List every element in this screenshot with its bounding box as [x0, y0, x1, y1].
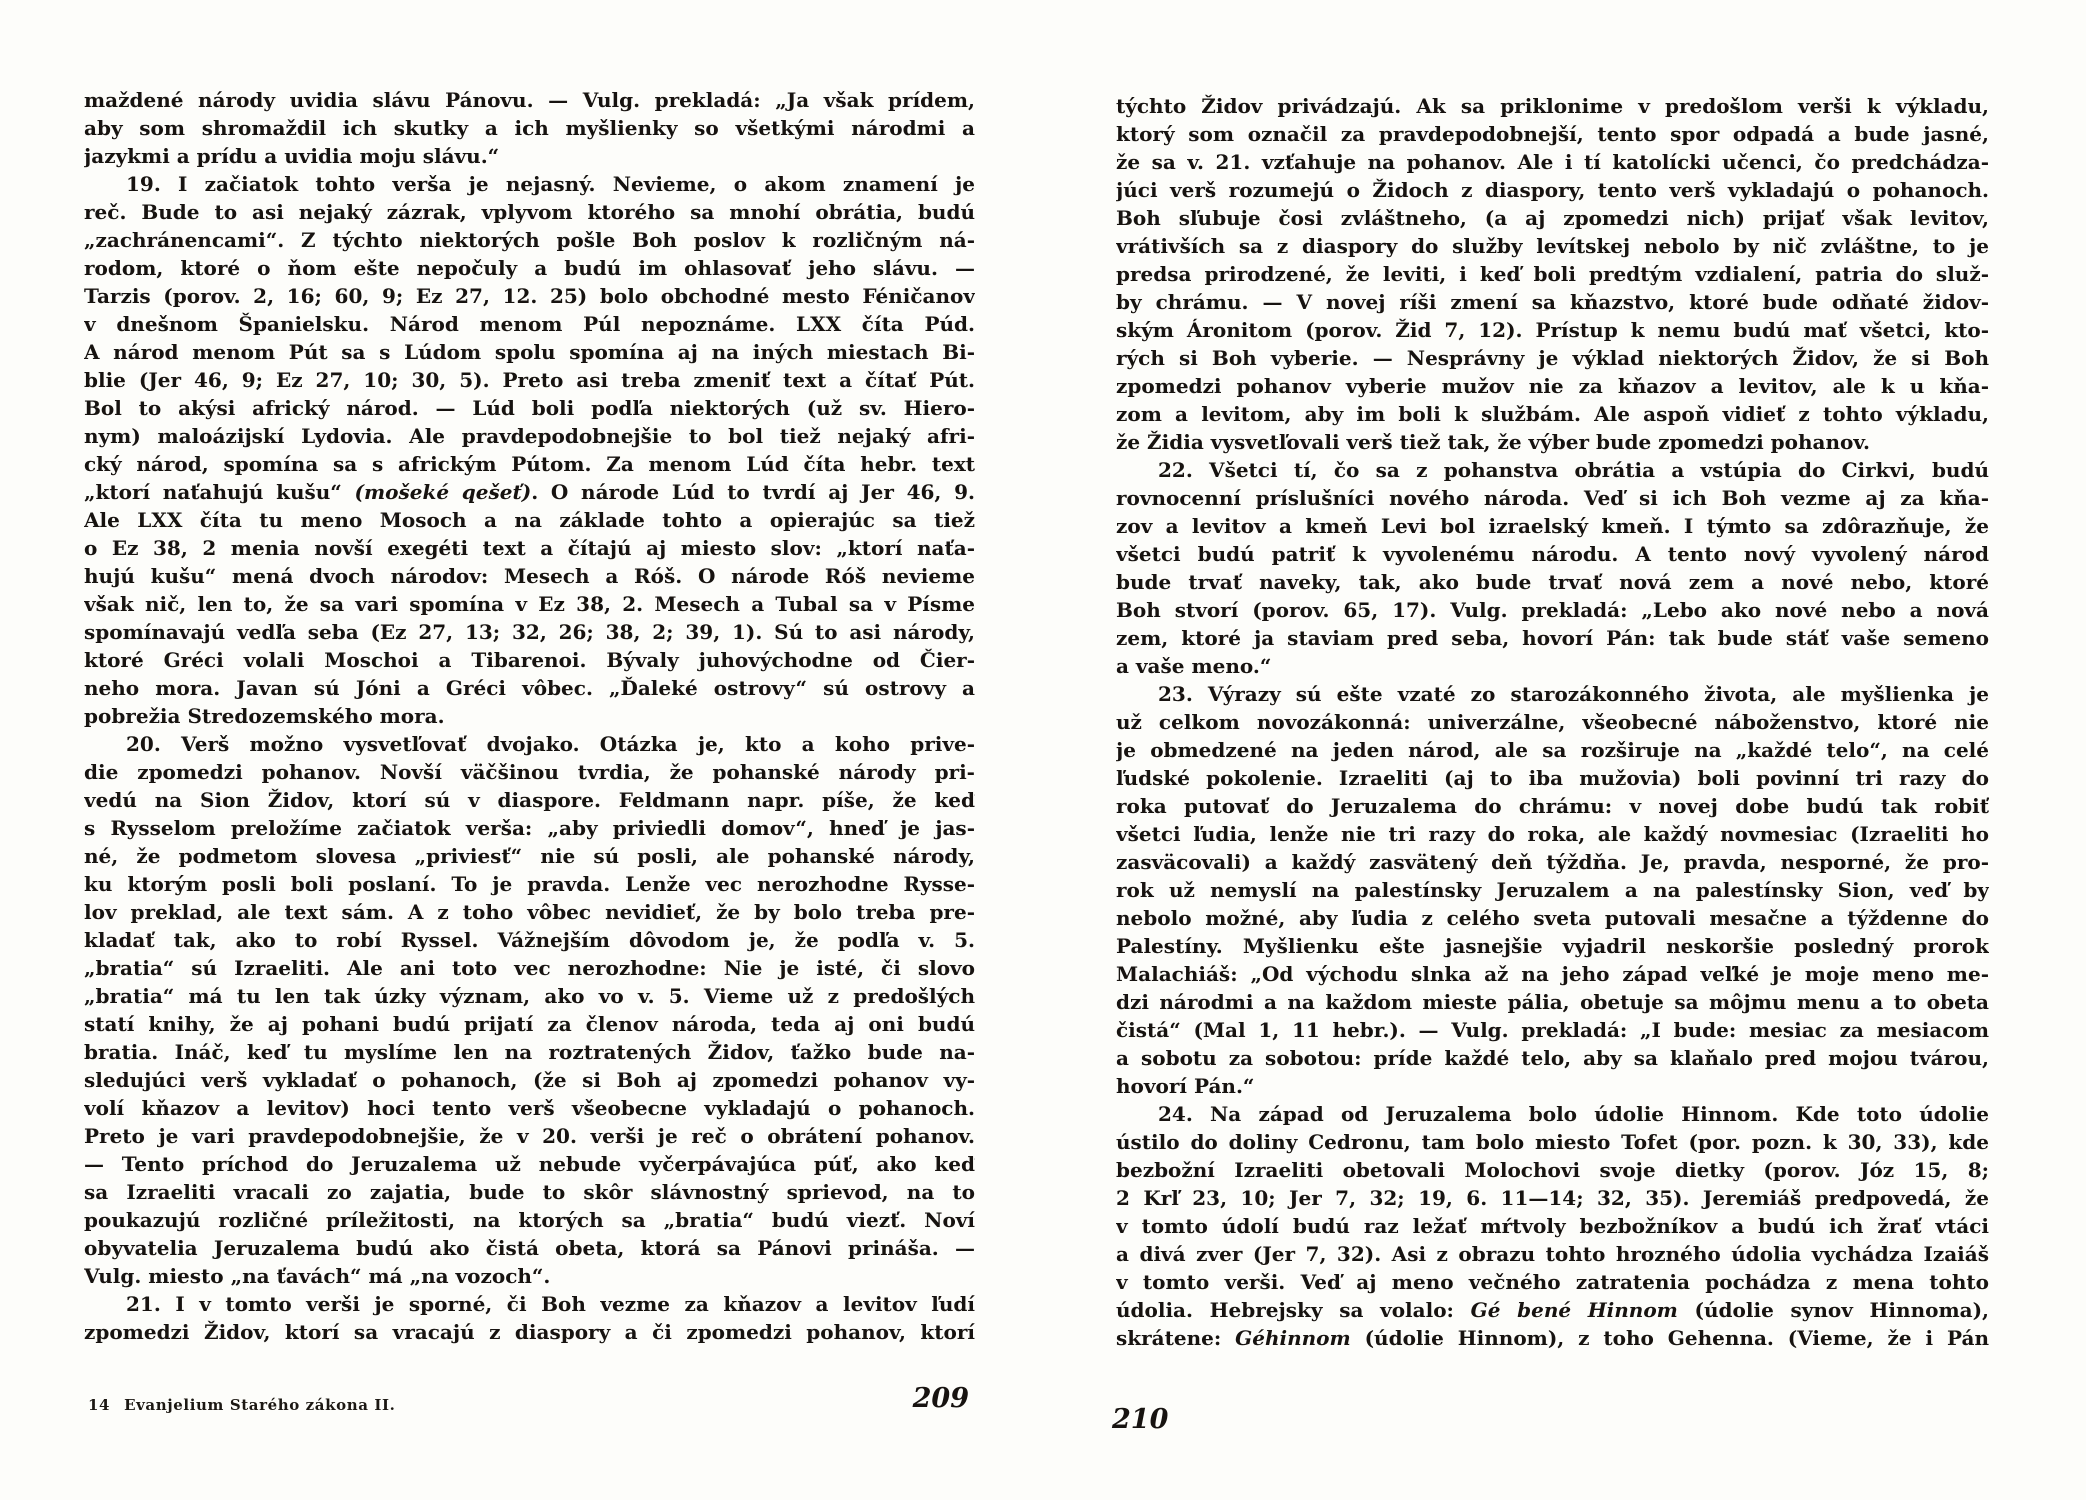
text-line: Bol to akýsi africký národ. — Lúd boli podľa niektorých (už sv. Hiero- — [84, 396, 975, 420]
text-line: ľudské pokolenie. Izraeliti (aj to iba mužovia) boli povinní tri razy do — [1116, 766, 1989, 790]
text-line: Ale LXX číta tu meno Mosoch a na základe tohto a opierajúc sa tiež — [84, 508, 975, 532]
text-line: maždené národy uvidia slávu Pánovu. — Vulg. prekladá: „Ja však prídem, — [84, 88, 975, 112]
text-line: všetci budú patriť k vyvolenému národu. A tento nový vyvolený národ — [1116, 542, 1989, 566]
text-line: však nič, len to, že sa vari spomína v Ez 38, 2. Mesech a Tubal sa v Písme — [84, 592, 975, 616]
text-line: bezbožní Izraeliti obetovali Molochovi svoje dietky (porov. Józ 15, 8; — [1116, 1158, 1989, 1182]
text-line: v dnešnom Španielsku. Národ menom Púl nepoznáme. LXX číta Púd. — [84, 312, 975, 336]
text-line: Tarzis (porov. 2, 16; 60, 9; Ez 27, 12. 25) bolo obchodné mesto Féničanov — [84, 284, 975, 308]
text-line: rých si Boh vyberie. — Nesprávny je výklad niektorých Židov, že si Boh — [1116, 346, 1989, 370]
text-line: zpomedzi Židov, ktorí sa vracajú z diaspory a či zpomedzi pohanov, ktorí — [84, 1320, 975, 1344]
text-line: 21. I v tomto verši je sporné, či Boh vezme za kňazov a levitov ľudí — [126, 1292, 975, 1316]
text-line: sa Izraeliti vracali zo zajatia, bude to skôr slávnostný sprievod, na to — [84, 1180, 975, 1204]
text-line: že sa v. 21. vzťahuje na pohanov. Ale i tí katolícki učenci, čo predchádza- — [1116, 150, 1989, 174]
text-line: a divá zver (Jer 7, 32). Asi z obrazu tohto hrozného údolia vychádza Izaiáš — [1116, 1242, 1989, 1266]
page-number-right: 210 — [1112, 1404, 1169, 1435]
text-line: s Rysselom preložíme začiatok verša: „aby priviedli domov“, hneď je jas- — [84, 816, 975, 840]
text-line: „bratia“ má tu len tak úzky význam, ako vo v. 5. Vieme už z predošlých — [84, 984, 975, 1008]
text-line: pobrežia Stredozemského mora. — [84, 704, 445, 728]
text-line: zasväcovali) a každý zasvätený deň týždňa. Je, pravda, nesporné, že pro- — [1116, 850, 1989, 874]
text-line: 19. I začiatok tohto verša je nejasný. Nevieme, o akom znamení je — [126, 172, 975, 196]
text-line: že Židia vysvetľovali verš tiež tak, že výber bude zpomedzi pohanov. — [1116, 430, 1870, 454]
text-line: 2 Krľ 23, 10; Jer 7, 32; 19, 6. 11—14; 32, 35). Jeremiáš predpovedá, že — [1116, 1186, 1989, 1210]
text-line: zem, ktoré ja staviam pred seba, hovorí Pán: tak bude stáť vaše semeno — [1116, 626, 1989, 650]
text-line: roka putovať do Jeruzalema do chrámu: v novej dobe budú tak robiť — [1116, 794, 1989, 818]
text-line: — Tento príchod do Jeruzalema už nebude vyčerpávajúca púť, ako keď — [84, 1152, 975, 1176]
text-line: jazykmi a prídu a uvidia moju slávu.“ — [84, 144, 500, 168]
text-line: kladať tak, ako to robí Ryssel. Vážnejším dôvodom je, že podľa v. 5. — [84, 928, 975, 952]
text-line: ústilo do doliny Cedronu, tam bolo miesto Tofet (por. pozn. k 30, 33), kde — [1116, 1130, 1989, 1154]
text-line: a sobotu za sobotou: príde každé telo, aby sa klaňalo pred mojou tvárou, — [1116, 1046, 1989, 1070]
text-line: spomínavajú vedľa seba (Ez 27, 13; 32, 26; 38, 2; 39, 1). Sú to asi národy, — [84, 620, 975, 644]
left-page-text — [84, 86, 975, 1346]
text-line: bude trvať naveky, tak, ako bude trvať nová zem a nové nebo, ktoré — [1116, 570, 1989, 594]
text-line: všetci ľudia, lenže nie tri razy do roka, ale každý novmesiac (Izraeliti ho — [1116, 822, 1989, 846]
text-line: obyvatelia Jeruzalema budú ako čistá obeta, ktorá sa Pánovi prináša. — — [84, 1236, 975, 1260]
text-line: nebolo možné, aby ľudia z celého sveta putovali mesačne a týždenne do — [1116, 906, 1989, 930]
text-line: ským Áronitom (porov. Žid 7, 12). Prístup k nemu budú mať všetci, kto- — [1116, 318, 1989, 342]
text-line: dzi národmi a na každom mieste pália, obetuje sa môjmu menu a to obeta — [1116, 990, 1989, 1014]
text-line: Malachiáš: „Od východu slnka až na jeho západ veľké je moje meno me- — [1116, 962, 1989, 986]
text-line: die zpomedzi pohanov. Novší väčšinou tvrdia, že pohanské národy pri- — [84, 760, 975, 784]
text-line: Boh stvorí (porov. 65, 17). Vulg. prekladá: „Lebo ako nové nebo a nová — [1116, 598, 1989, 622]
text-line: né, že podmetom slovesa „priviesť“ nie sú posli, ale pohanské národy, — [84, 844, 975, 868]
text-line: A národ menom Pút sa s Lúdom spolu spomína aj na iných miestach Bi- — [84, 340, 975, 364]
text-line: a vaše meno.“ — [1116, 654, 1272, 678]
text-line: vrátivších sa z diaspory do služby levítskej nebolo by nič zvláštne, to je — [1116, 234, 1989, 258]
text-line: v tomto verši. Veď aj meno večného zatratenia pochádza z mena tohto — [1116, 1270, 1989, 1294]
text-line: statí knihy, že aj pohani budú prijatí za členov národa, teda aj oni budú — [84, 1012, 975, 1036]
text-line: neho mora. Javan sú Jóni a Gréci vôbec. „Ďaleké ostrovy“ sú ostrovy a — [84, 676, 975, 700]
text-line: o Ez 38, 2 menia novší exegéti text a čítajú aj miesto slov: „ktorí naťa- — [84, 536, 975, 560]
text-line: rodom, ktoré o ňom ešte nepočuly a budú im ohlasovať jeho slávu. — — [84, 256, 975, 280]
text-line: skrátene: Géhinnom (údolie Hinnom), z toho Gehenna. (Vieme, že i Pán — [1116, 1326, 1989, 1350]
text-line: Palestíny. Myšlienku ešte jasnejšie vyjadril neskoršie posledný prorok — [1116, 934, 1989, 958]
page-number-left: 209 — [912, 1383, 969, 1414]
series-title: Evanjelium Starého zákona II. — [124, 1396, 396, 1414]
text-line: hovorí Pán.“ — [1116, 1074, 1255, 1098]
text-line: zom a levitom, aby im boli k službám. Ale aspoň vidieť z tohto výkladu, — [1116, 402, 1989, 426]
text-line: je obmedzené na jeden národ, ale sa rozširuje na „každé telo“, na celé — [1116, 738, 1989, 762]
text-line: cký národ, spomína sa s africkým Pútom. Za menom Lúd číta hebr. text — [84, 452, 975, 476]
text-line: rok už nemyslí na palestínsky Jeruzalem a na palestínsky Sion, veď by — [1116, 878, 1989, 902]
text-line: „bratia“ sú Izraeliti. Ale ani toto vec nerozhodne: Nie je isté, či slovo — [84, 956, 975, 980]
text-line: predsa prirodzené, že leviti, i keď boli predtým vzdialení, patria do služ- — [1116, 262, 1989, 286]
text-line: 22. Všetci tí, čo sa z pohanstva obrátia a vstúpia do Cirkvi, budú — [1158, 458, 1989, 482]
text-line: 20. Verš možno vysvetľovať dvojako. Otázka je, kto a koho prive- — [126, 732, 975, 756]
text-line: Boh sľubuje čosi zvláštneho, (a aj zpomedzi nich) prijať však levitov, — [1116, 206, 1989, 230]
text-line: „zachránencami“. Z týchto niektorých pošle Boh poslov k rozličným ná- — [84, 228, 975, 252]
text-line: lov preklad, ale text sám. A z toho vôbec nevidieť, že by bolo treba pre- — [84, 900, 975, 924]
text-line: ktoré Gréci volali Moschoi a Tibarenoi. Bývaly juhovýchodne od Čier- — [84, 648, 975, 672]
text-line: bratia. Ináč, keď tu myslíme len na roztratených Židov, ťažko bude na- — [84, 1040, 975, 1064]
text-line: ktorý som označil za pravdepodobnejší, tento spor odpadá a bude jasné, — [1116, 122, 1989, 146]
text-line: zov a levitov a kmeň Levi bol izraelský kmeň. I týmto sa zdôrazňuje, že — [1116, 514, 1989, 538]
text-line: údolia. Hebrejsky sa volalo: Gé bené Hinnom (údolie synov Hinnoma), — [1116, 1298, 1989, 1322]
text-line: týchto Židov privádzajú. Ak sa priklonime v predošlom verši k výkladu, — [1116, 94, 1989, 118]
text-line: júci verš rozumejú o Židoch z diaspory, tento verš vykladajú o pohanoch. — [1116, 178, 1989, 202]
text-line: vedú na Sion Židov, ktorí sú v diaspore. Feldmann napr. píše, že keď — [84, 788, 975, 812]
text-line: rovnocenní príslušníci nového národa. Veď si ich Boh vezme aj za kňa- — [1116, 486, 1989, 510]
right-page-text — [1116, 92, 1989, 1352]
text-line: nym) maloázijskí Lydovia. Ale pravdepodobnejšie to bol tiež nejaký afri- — [84, 424, 975, 448]
text-line: reč. Bude to asi nejaký zázrak, vplyvom ktorého sa mnohí obrátia, budú — [84, 200, 975, 224]
text-line: v tomto údolí budú raz ležať mŕtvoly bezbožníkov a budú ich žrať vtáci — [1116, 1214, 1989, 1238]
text-line: zpomedzi pohanov vyberie mužov nie za kňazov a levitov, ale k u kňa- — [1116, 374, 1989, 398]
text-line: čistá“ (Mal 1, 11 hebr.). — Vulg. prekladá: „I bude: mesiac za mesiacom — [1116, 1018, 1989, 1042]
text-line: blie (Jer 46, 9; Ez 27, 10; 30, 5). Preto asi treba zmeniť text a čítať Pút. — [84, 368, 975, 392]
text-line: 23. Výrazy sú ešte vzaté zo starozákonného života, ale myšlienka je — [1158, 682, 1989, 706]
text-line: „ktorí naťahujú kušu“ (mošeké qešeť). O národe Lúd to tvrdí aj Jer 46, 9. — [84, 480, 975, 504]
text-line: 24. Na západ od Jeruzalema bolo údolie Hinnom. Kde toto údolie — [1158, 1102, 1989, 1126]
text-line: Vulg. miesto „na ťavách“ má „na vozoch“. — [84, 1264, 551, 1288]
text-line: ku ktorým posli boli poslaní. To je pravda. Lenže vec nerozhodne Rysse- — [84, 872, 975, 896]
text-line: hujú kušu“ mená dvoch národov: Mesech a Róš. O národe Róš nevieme — [84, 564, 975, 588]
signature-number: 14 — [88, 1396, 111, 1414]
text-line: už celkom novozákonná: univerzálne, všeobecné náboženstvo, ktoré nie — [1116, 710, 1989, 734]
text-line: aby som shromaždil ich skutky a ich myšlienky so všetkými národmi a — [84, 116, 975, 140]
text-line: by chrámu. — V novej ríši zmení sa kňazstvo, ktoré bude odňaté židov- — [1116, 290, 1989, 314]
text-line: volí kňazov a levitov) hoci tento verš všeobecne vykladajú o pohanoch. — [84, 1096, 975, 1120]
text-line: poukazujú rozličné príležitosti, na ktorých sa „bratia“ budú viezť. Noví — [84, 1208, 975, 1232]
text-line: Preto je vari pravdepodobnejšie, že v 20. verši je reč o obrátení pohanov. — [84, 1124, 975, 1148]
text-line: sledujúci verš vykladať o pohanoch, (že si Boh aj zpomedzi pohanov vy- — [84, 1068, 975, 1092]
